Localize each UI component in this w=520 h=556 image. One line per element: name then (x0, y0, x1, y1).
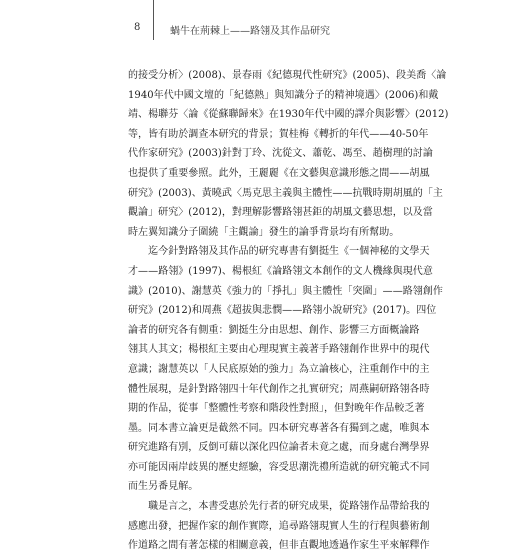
paragraph-3 (128, 497, 430, 556)
text-line: 觀論」研究〉(2012)，對理解影響路翎甚鉅的胡風文藝思想，以及當 (128, 207, 433, 219)
text-line: 等，皆有助於調查本研究的背景；賀桂梅《轉折的年代——40-50年 (128, 128, 429, 140)
text-line: 迄今針對路翎及其作品的研究專書有劉挺生《一個神秘的文學天 (128, 246, 430, 258)
text-line: 的接受分析〉(2008)、景春雨《紀德現代性研究》(2005)、段美喬〈論 (128, 70, 447, 81)
text-line: 研究》(2003)、黃曉武〈馬克思主義與主體性——抗戰時期胡風的「主 (128, 187, 443, 199)
text-line: 期的作品，從事「整體性考察和階段性對照」，但對晚年作品較乏著 (128, 403, 425, 415)
text-line: 研究進路有別，反倒可藉以深化四位論者未竟之處，而身處台灣學界 (128, 442, 430, 454)
text-line: 時左翼知識分子圍繞「主觀論」發生的論爭背景均有所幫助。 (128, 226, 400, 238)
body-text (128, 66, 449, 556)
text-line: 研究》(2012)和周燕《超拔與悲憫——路翎小說研究》(2017)。四位 (128, 305, 437, 317)
running-title: 蝸牛在荊棘上——路翎及其作品研究 (170, 26, 330, 37)
text-line: 感應出發，把握作家的創作實際，追尋路翎現實人生的行程與藝術創 (128, 520, 430, 532)
text-line: 作道路之間有著怎樣的相關意義，但非直觀地透過作家生平來解釋作 (128, 540, 430, 552)
text-line: 體性展現，是針對路翎四十年代創作之扎實研究；周燕嗣研路翎各時 (128, 383, 430, 395)
text-line: 1940年代中國文壇的「紀德熱」與知識分子的精神境遇〉(2006)和戴 (128, 89, 439, 101)
page-number: 8 (134, 22, 141, 33)
header-divider (153, 0, 154, 40)
paragraph-2 (128, 242, 443, 497)
text-line: 而生另番見解。 (128, 481, 199, 493)
text-line: 翎其人其文；楊根紅主要由心理現實主義著手路翎創作世界中的現代 (128, 344, 430, 356)
text-line: 靖、楊聯芬〈論《從蘇聯歸來》在1930年代中國的譯介與影響〉(2012) (128, 109, 449, 121)
text-line: 識》(2010)、謝慧英《強力的「掙扎」與主體性「突圍」——路翎創作 (128, 285, 443, 297)
text-line: 代作家研究》(2003)針對丁玲、沈從文、蕭乾、馮至、趙樹理的討論 (128, 148, 433, 160)
text-line: 墨。同本書立論更是截然不同。四本研究專著各有獨到之處，唯與本 (128, 422, 430, 434)
text-line: 論者的研究各有側重：劉挺生分由思想、創作、影響三方面概論路 (128, 324, 420, 336)
text-line: 意識；謝慧英以「人民底原始的強力」為立論核心，注重創作中的主 (128, 363, 430, 375)
text-line: 職是言之，本書受惠於先行者的研究成果，從路翎作品帶給我的 (128, 501, 430, 513)
text-line: 亦可能因兩岸歧異的歷史經驗，容受思潮洗禮所造就的研究範式不同 (128, 461, 430, 473)
page-header (0, 0, 520, 40)
paragraph-1 (128, 66, 449, 242)
text-line: 也提供了重要參照。此外，王麗麗《在文藝與意識形態之間——胡風 (128, 167, 430, 179)
text-line: 才——路翎》(1997)、楊根紅《論路翎文本創作的文人機緣與現代意 (128, 265, 433, 277)
